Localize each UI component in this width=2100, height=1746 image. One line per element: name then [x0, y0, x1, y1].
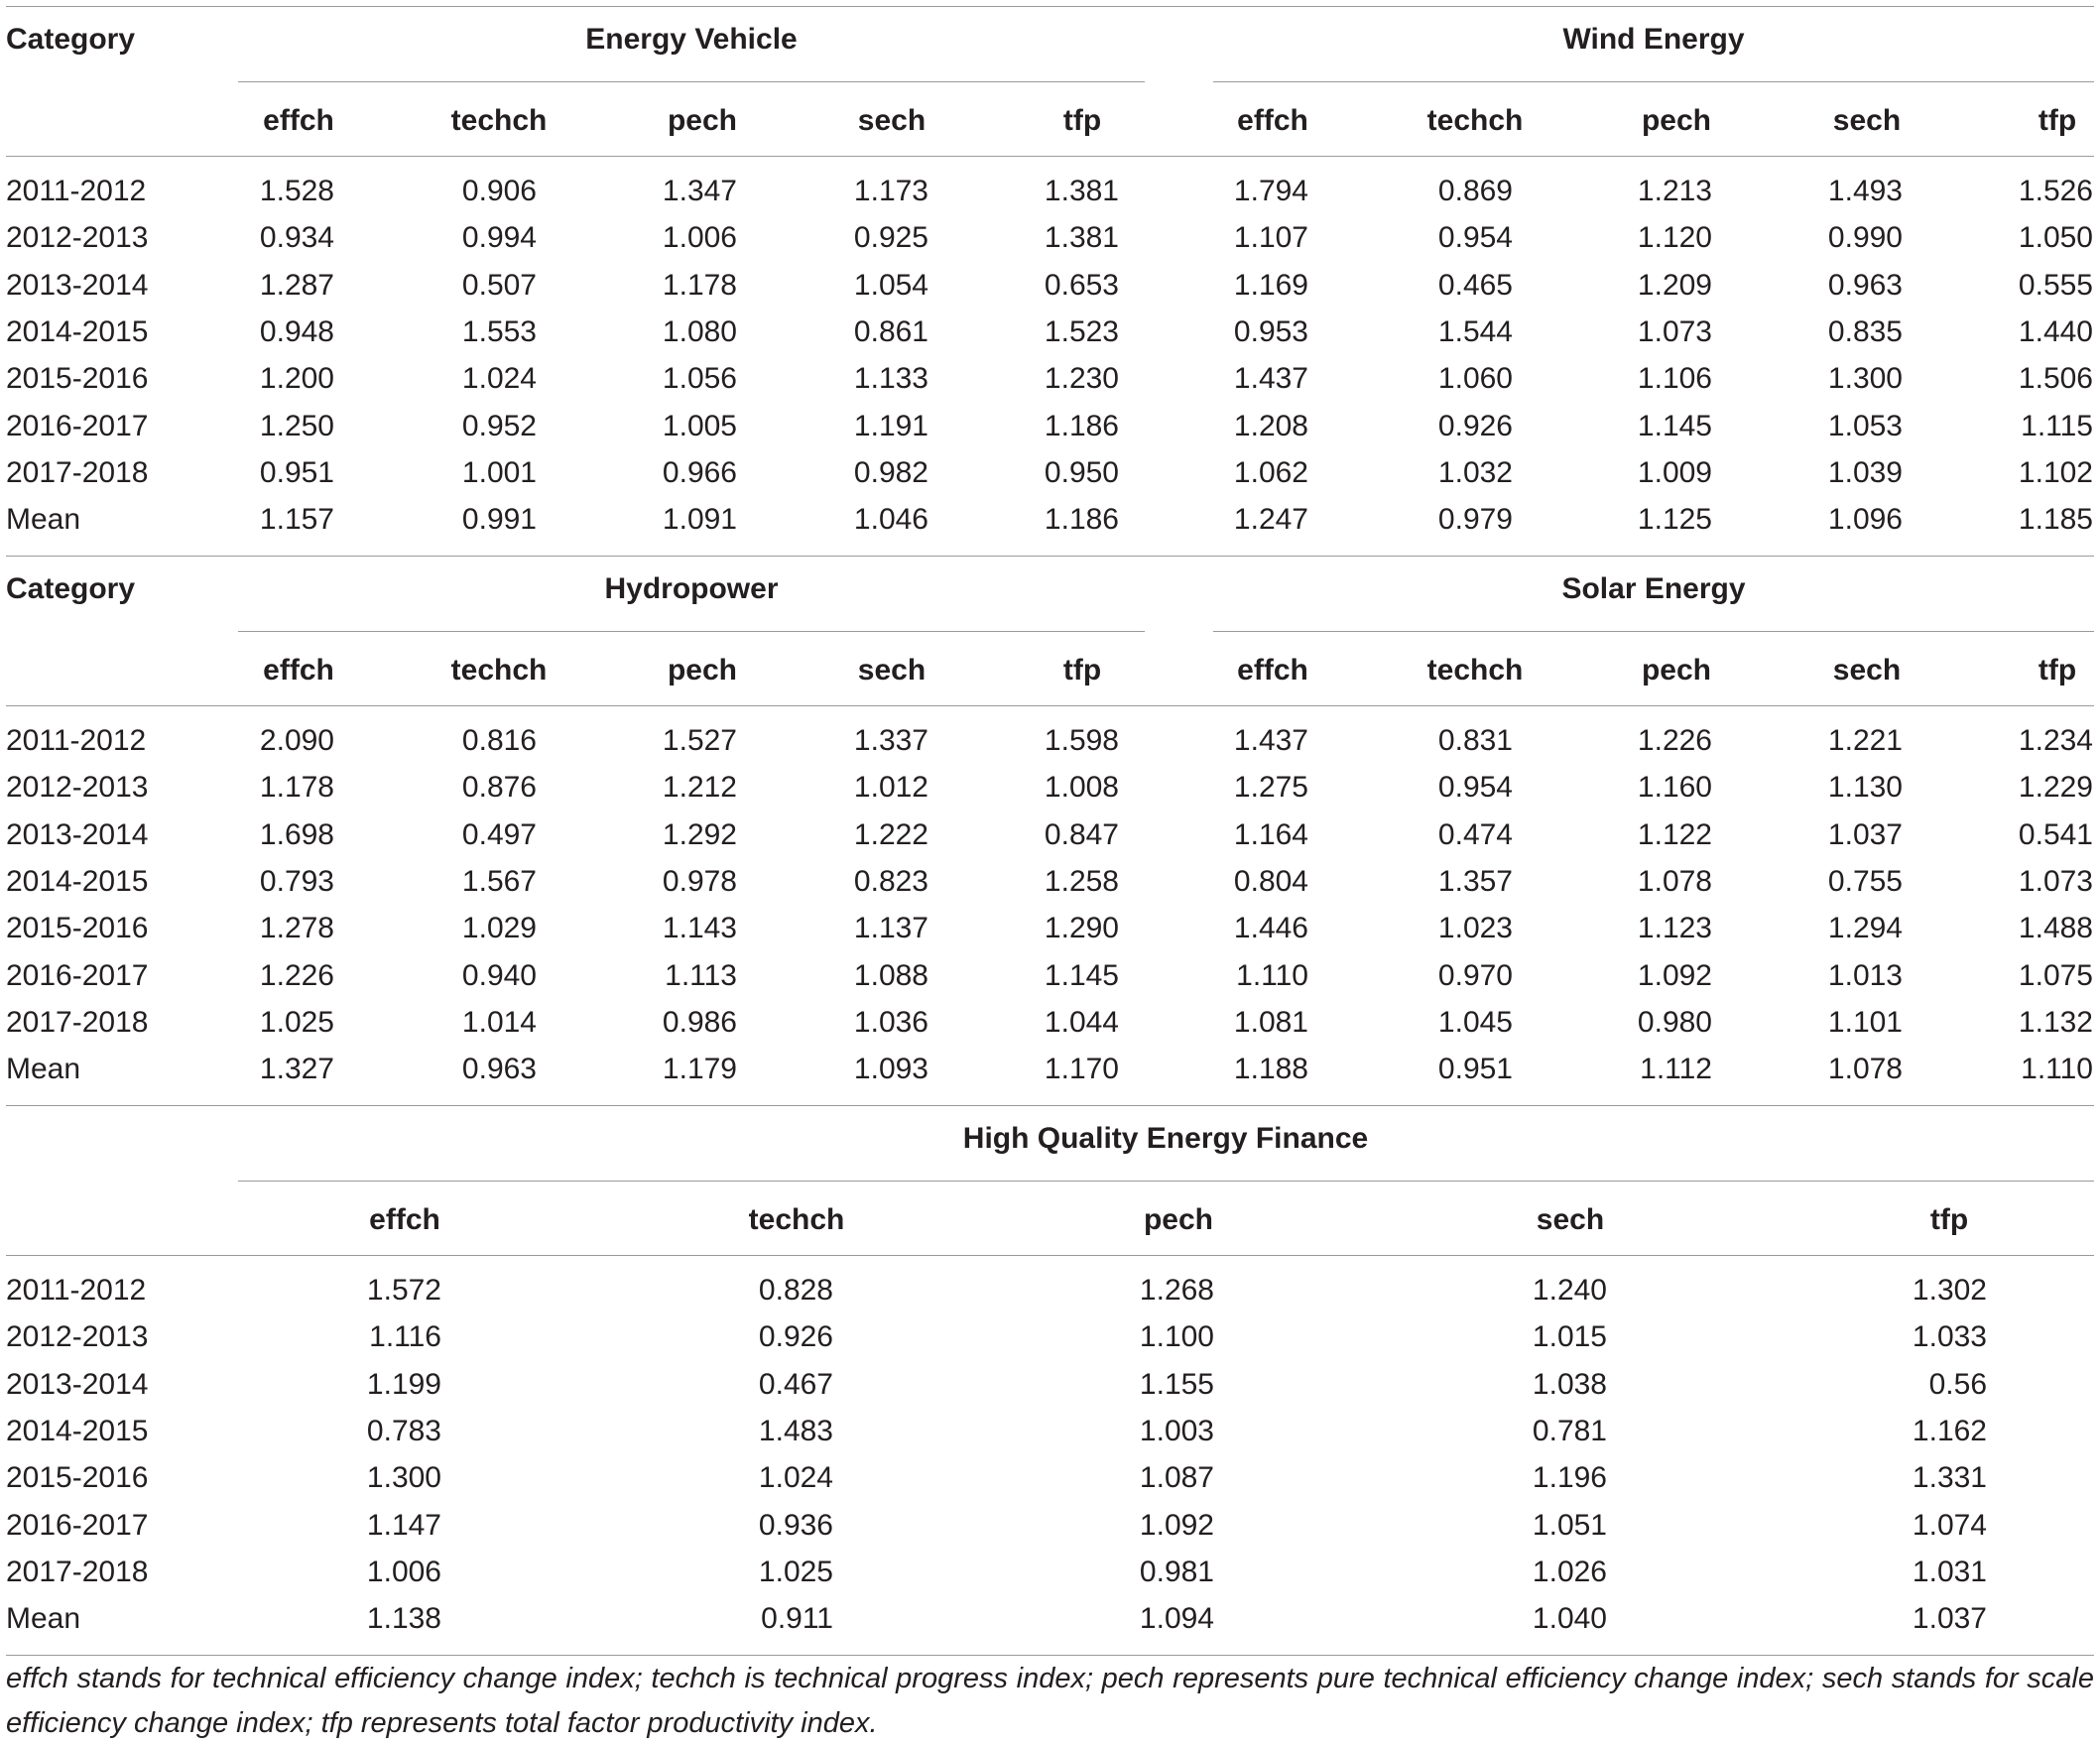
row-label: 2014-2015: [6, 314, 149, 348]
table-cell: 1.268: [1139, 1274, 1214, 1307]
table-cell: 0.926: [1437, 409, 1513, 442]
table-cell: 1.226: [259, 958, 334, 992]
table-cell: 1.051: [1532, 1508, 1607, 1542]
table-cell: 1.294: [1827, 912, 1903, 945]
rule-line: [6, 705, 2094, 706]
table-cell: 1.440: [2018, 314, 2093, 348]
table-cell: 0.831: [1437, 724, 1513, 757]
table-cell: 0.952: [461, 409, 537, 442]
table-cell: 0.950: [1044, 455, 1119, 489]
table-cell: 1.013: [1827, 958, 1903, 992]
table-cell: 1.044: [1044, 1005, 1119, 1039]
column-header-tfp: tfp: [1929, 1203, 1969, 1236]
rule-line: [238, 1181, 2094, 1182]
table-cell: 0.828: [758, 1274, 833, 1307]
column-header-pech: pech: [1143, 1203, 1214, 1236]
table-cell: 0.980: [1637, 1005, 1712, 1039]
table-cell: 1.050: [2018, 221, 2093, 255]
table-cell: 1.186: [1044, 409, 1119, 442]
rule-line: [238, 631, 1145, 632]
table-cell: 0.953: [1233, 314, 1308, 348]
column-header-tfp: tfp: [2038, 654, 2077, 686]
row-label: 2017-2018: [6, 455, 149, 489]
table-cell: 1.106: [1637, 362, 1712, 396]
table-cell: 1.337: [853, 724, 928, 757]
table-cell: 1.029: [461, 912, 537, 945]
table-cell: 1.120: [1637, 221, 1712, 255]
rule-line: [1213, 81, 2094, 82]
rule-line: [238, 81, 1145, 82]
table-cell: 1.178: [259, 771, 334, 805]
table-cell: 1.102: [2018, 455, 2093, 489]
table-cell: 1.170: [1044, 1053, 1119, 1086]
table-cell: 1.036: [853, 1005, 928, 1039]
table-cell: 1.023: [1437, 912, 1513, 945]
table-cell: 1.179: [662, 1053, 737, 1086]
table-cell: 1.234: [2018, 724, 2093, 757]
table-cell: 1.290: [1044, 912, 1119, 945]
table-cell: 0.951: [259, 455, 334, 489]
table-cell: 0.555: [2018, 268, 2093, 302]
table-cell: 1.039: [1827, 455, 1903, 489]
row-label: 2011-2012: [6, 175, 147, 207]
table-cell: 1.162: [1912, 1414, 1987, 1447]
table-cell: 1.347: [662, 175, 737, 207]
row-label: 2016-2017: [6, 409, 149, 442]
row-label: 2013-2014: [6, 817, 149, 851]
table-cell: 0.970: [1437, 958, 1513, 992]
table-cell: 0.869: [1437, 175, 1513, 207]
table-cell: 2.090: [259, 724, 334, 757]
table-cell: 1.005: [662, 409, 737, 442]
column-header-techch: techch: [1426, 104, 1524, 137]
rule-line: [6, 1255, 2094, 1256]
table-cell: 1.157: [259, 503, 334, 537]
table-cell: 1.199: [366, 1367, 441, 1401]
table-cell: 1.247: [1233, 503, 1308, 537]
table-cell: 1.523: [1044, 314, 1119, 348]
table-cell: 1.132: [2018, 1005, 2093, 1039]
table-cell: 1.186: [1044, 503, 1119, 537]
group-title: Solar Energy: [1561, 572, 1746, 605]
table-cell: 1.080: [662, 314, 737, 348]
table-cell: 1.567: [461, 864, 537, 898]
table-cell: 1.222: [853, 817, 928, 851]
table-cell: 0.755: [1827, 864, 1903, 898]
column-header-pech: pech: [667, 104, 738, 137]
row-label: 2016-2017: [6, 1508, 149, 1542]
table-cell: 0.954: [1437, 221, 1513, 255]
column-header-techch: techch: [748, 1203, 845, 1236]
table-cell: 1.054: [853, 268, 928, 302]
table-cell: 1.230: [1044, 362, 1119, 396]
table-cell: 0.911: [761, 1602, 833, 1636]
table-cell: 1.446: [1233, 912, 1308, 945]
row-label: 2016-2017: [6, 958, 149, 992]
table-cell: 1.208: [1233, 409, 1308, 442]
table-cell: 1.258: [1044, 864, 1119, 898]
table-cell: 1.112: [1640, 1053, 1712, 1086]
table-cell: 1.794: [1233, 175, 1308, 207]
table-cell: 1.229: [2018, 771, 2093, 805]
category-label: Category: [6, 23, 136, 56]
table-cell: 1.006: [662, 221, 737, 255]
table-cell: 1.037: [1912, 1602, 1987, 1636]
table-cell: 1.160: [1637, 771, 1712, 805]
table-cell: 1.122: [1637, 817, 1712, 851]
table-cell: 0.861: [853, 314, 928, 348]
table-cell: 1.327: [259, 1053, 334, 1086]
table-cell: 1.074: [1912, 1508, 1987, 1542]
table-cell: 0.934: [259, 221, 334, 255]
table-cell: 1.145: [1044, 958, 1119, 992]
table-cell: 1.196: [1532, 1461, 1607, 1495]
table-cell: 0.465: [1437, 268, 1513, 302]
table-cell: 0.653: [1044, 268, 1119, 302]
row-label: 2013-2014: [6, 1367, 149, 1401]
table-cell: 1.078: [1637, 864, 1712, 898]
table-cell: 0.541: [2018, 817, 2093, 851]
table-cell: 0.990: [1827, 221, 1903, 255]
table-cell: 1.357: [1437, 864, 1513, 898]
table-cell: 1.300: [1827, 362, 1903, 396]
table-cell: 1.001: [461, 455, 537, 489]
table-cell: 1.527: [662, 724, 737, 757]
row-label: 2014-2015: [6, 1414, 149, 1447]
row-label: 2012-2013: [6, 221, 149, 255]
table-cell: 1.275: [1233, 771, 1308, 805]
table-cell: 1.062: [1233, 455, 1308, 489]
row-label: 2017-2018: [6, 1555, 149, 1588]
table-cell: 1.226: [1637, 724, 1712, 757]
table-cell: 1.078: [1827, 1053, 1903, 1086]
table-cell: 1.483: [758, 1414, 833, 1447]
table-cell: 0.56: [1928, 1367, 1987, 1401]
table-cell: 1.009: [1637, 455, 1712, 489]
table-cell: 1.045: [1437, 1005, 1513, 1039]
table-cell: 1.003: [1139, 1414, 1214, 1447]
table-cell: 1.014: [461, 1005, 537, 1039]
column-header-sech: sech: [857, 654, 926, 686]
group-title: Energy Vehicle: [585, 23, 798, 56]
table-cell: 1.488: [2018, 912, 2093, 945]
table-cell: 0.507: [461, 268, 537, 302]
table-cell: 1.038: [1532, 1367, 1607, 1401]
table-cell: 0.954: [1437, 771, 1513, 805]
table-cell: 0.978: [662, 864, 737, 898]
column-header-sech: sech: [1536, 1203, 1605, 1236]
row-label: 2011-2012: [6, 1274, 147, 1307]
table-cell: 1.025: [259, 1005, 334, 1039]
row-label: 2012-2013: [6, 771, 149, 805]
table-cell: 0.474: [1437, 817, 1513, 851]
table-cell: 0.966: [662, 455, 737, 489]
table-cell: 0.940: [461, 958, 537, 992]
row-label: Mean: [6, 1053, 81, 1086]
table-cell: 1.024: [758, 1461, 833, 1495]
table-cell: 0.847: [1044, 817, 1119, 851]
table-cell: 1.164: [1233, 817, 1308, 851]
table-cell: 0.467: [758, 1367, 833, 1401]
group-title: Wind Energy: [1562, 23, 1745, 56]
column-header-sech: sech: [1832, 104, 1902, 137]
table-cell: 1.031: [1912, 1555, 1987, 1588]
column-header-pech: pech: [667, 654, 738, 686]
row-label: 2015-2016: [6, 1461, 149, 1495]
table-cell: 1.040: [1532, 1602, 1607, 1636]
table-cell: 1.088: [853, 958, 928, 992]
column-header-effch: effch: [1237, 104, 1308, 137]
table-cell: 1.506: [2018, 362, 2093, 396]
table-cell: 0.906: [461, 175, 537, 207]
table-cell: 0.936: [758, 1508, 833, 1542]
table-cell: 0.925: [853, 221, 928, 255]
table-cell: 1.113: [665, 958, 737, 992]
table-cell: 0.816: [461, 724, 537, 757]
table-cell: 1.381: [1044, 175, 1119, 207]
table-cell: 1.053: [1827, 409, 1903, 442]
table-cell: 1.075: [2018, 958, 2093, 992]
table-cell: 1.081: [1233, 1005, 1308, 1039]
table-cell: 1.437: [1233, 724, 1308, 757]
table-cell: 0.781: [1532, 1414, 1607, 1447]
table-cell: 1.698: [259, 817, 334, 851]
table-cell: 1.300: [366, 1461, 441, 1495]
table-cell: 1.169: [1233, 268, 1308, 302]
table-footnote: effch stands for technical efficiency change index; techch is technical progress index; pech represents pure technical efficiency change index; sech stands for scale efficiency change index; tfp represents total factor productivity index.: [6, 1663, 2094, 1739]
table-cell: 1.173: [853, 175, 928, 207]
table-cell: 0.986: [662, 1005, 737, 1039]
table-cell: 1.221: [1827, 724, 1903, 757]
table-cell: 1.292: [662, 817, 737, 851]
table-cell: 1.381: [1044, 221, 1119, 255]
table-cell: 0.793: [259, 864, 334, 898]
column-header-tfp: tfp: [1062, 654, 1102, 686]
table-cell: 1.092: [1637, 958, 1712, 992]
column-header-tfp: tfp: [2038, 104, 2077, 137]
table-cell: 1.025: [758, 1555, 833, 1588]
table-cell: 1.110: [1236, 958, 1308, 992]
table-cell: 1.116: [369, 1320, 441, 1354]
table-cell: 0.951: [1437, 1053, 1513, 1086]
table-cell: 1.287: [259, 268, 334, 302]
table-cell: 1.096: [1827, 503, 1903, 537]
column-header-effch: effch: [1237, 654, 1308, 686]
table-cell: 1.026: [1532, 1555, 1607, 1588]
column-header-sech: sech: [857, 104, 926, 137]
table-cell: 1.033: [1912, 1320, 1987, 1354]
table-cell: 1.147: [366, 1508, 441, 1542]
table-cell: 1.200: [259, 362, 334, 396]
table-cell: 1.087: [1139, 1461, 1214, 1495]
table-cell: 0.876: [461, 771, 537, 805]
table-cell: 1.437: [1233, 362, 1308, 396]
table-cell: 1.250: [259, 409, 334, 442]
table-cell: 0.823: [853, 864, 928, 898]
table-cell: 1.037: [1827, 817, 1903, 851]
row-label: 2015-2016: [6, 912, 149, 945]
table-cell: 1.092: [1139, 1508, 1214, 1542]
table-cell: 1.130: [1827, 771, 1903, 805]
table-cell: 0.783: [366, 1414, 441, 1447]
table-cell: 1.213: [1637, 175, 1712, 207]
table-cell: 0.963: [461, 1053, 537, 1086]
table-cell: 1.143: [662, 912, 737, 945]
table-cell: 1.101: [1827, 1005, 1903, 1039]
row-label: Mean: [6, 1602, 81, 1636]
table-cell: 1.110: [2021, 1053, 2093, 1086]
table-cell: 1.125: [1637, 503, 1712, 537]
table-cell: 1.056: [662, 362, 737, 396]
table-cell: 1.133: [853, 362, 928, 396]
table-cell: 1.006: [366, 1555, 441, 1588]
table-cell: 1.191: [853, 409, 928, 442]
column-header-tfp: tfp: [1062, 104, 1102, 137]
table-cell: 1.278: [259, 912, 334, 945]
rule-line: [1213, 631, 2094, 632]
table-cell: 0.926: [758, 1320, 833, 1354]
table-cell: 1.185: [2018, 503, 2093, 537]
table-cell: 1.093: [853, 1053, 928, 1086]
table-cell: 1.073: [1637, 314, 1712, 348]
column-header-effch: effch: [263, 104, 334, 137]
column-header-techch: techch: [450, 654, 548, 686]
table-cell: 1.107: [1233, 221, 1308, 255]
row-label: 2017-2018: [6, 1005, 149, 1039]
rule-line: [6, 556, 2094, 557]
table-cell: 1.032: [1437, 455, 1513, 489]
column-header-pech: pech: [1641, 104, 1712, 137]
rule-line: [6, 6, 2094, 7]
table-cell: 0.994: [461, 221, 537, 255]
table-cell: 1.209: [1637, 268, 1712, 302]
table-cell: 1.572: [366, 1274, 441, 1307]
table-cell: 1.178: [662, 268, 737, 302]
category-label: Category: [6, 572, 136, 605]
table-cell: 1.528: [259, 175, 334, 207]
table-cell: 1.155: [1139, 1367, 1214, 1401]
table-cell: 0.835: [1827, 314, 1903, 348]
table-cell: 0.982: [853, 455, 928, 489]
table-cell: 1.553: [461, 314, 537, 348]
column-header-effch: effch: [369, 1203, 440, 1236]
table-cell: 1.544: [1437, 314, 1513, 348]
table-cell: 0.991: [461, 503, 537, 537]
rule-line: [6, 1105, 2094, 1106]
column-header-sech: sech: [1832, 654, 1902, 686]
column-header-techch: techch: [450, 104, 548, 137]
row-label: 2011-2012: [6, 724, 147, 757]
table-cell: 1.145: [1637, 409, 1712, 442]
group-title: High Quality Energy Finance: [962, 1122, 1369, 1155]
table-cell: 1.115: [2021, 409, 2093, 442]
row-label: 2014-2015: [6, 864, 149, 898]
table-cell: 1.240: [1532, 1274, 1607, 1307]
table-cell: 1.100: [1139, 1320, 1214, 1354]
table-cell: 1.302: [1912, 1274, 1987, 1307]
table-cell: 1.138: [366, 1602, 441, 1636]
table-cell: 0.963: [1827, 268, 1903, 302]
table-cell: 1.212: [662, 771, 737, 805]
row-label: Mean: [6, 503, 81, 537]
table-cell: 0.804: [1233, 864, 1308, 898]
column-header-pech: pech: [1641, 654, 1712, 686]
rule-line: [6, 1655, 2094, 1656]
table-cell: 1.012: [853, 771, 928, 805]
column-header-effch: effch: [263, 654, 334, 686]
table-cell: 1.091: [662, 503, 737, 537]
table-cell: 1.123: [1637, 912, 1712, 945]
table-cell: 0.981: [1139, 1555, 1214, 1588]
table-cell: 1.598: [1044, 724, 1119, 757]
table-cell: 1.094: [1139, 1602, 1214, 1636]
row-label: 2013-2014: [6, 268, 149, 302]
table-cell: 1.008: [1044, 771, 1119, 805]
row-label: 2012-2013: [6, 1320, 149, 1354]
table-cell: 1.073: [2018, 864, 2093, 898]
table-cell: 1.526: [2018, 175, 2093, 207]
table-cell: 1.188: [1233, 1053, 1308, 1086]
table-cell: 1.046: [853, 503, 928, 537]
table-cell: 1.137: [853, 912, 928, 945]
row-label: 2015-2016: [6, 362, 149, 396]
group-title: Hydropower: [604, 572, 779, 605]
table-cell: 1.331: [1912, 1461, 1987, 1495]
table-cell: 0.497: [461, 817, 537, 851]
rule-line: [6, 156, 2094, 157]
column-header-techch: techch: [1426, 654, 1524, 686]
table-cell: 1.024: [461, 362, 537, 396]
table-cell: 0.979: [1437, 503, 1513, 537]
table-cell: 1.015: [1532, 1320, 1607, 1354]
table-cell: 1.060: [1437, 362, 1513, 396]
table-cell: 1.493: [1827, 175, 1903, 207]
table-cell: 0.948: [259, 314, 334, 348]
